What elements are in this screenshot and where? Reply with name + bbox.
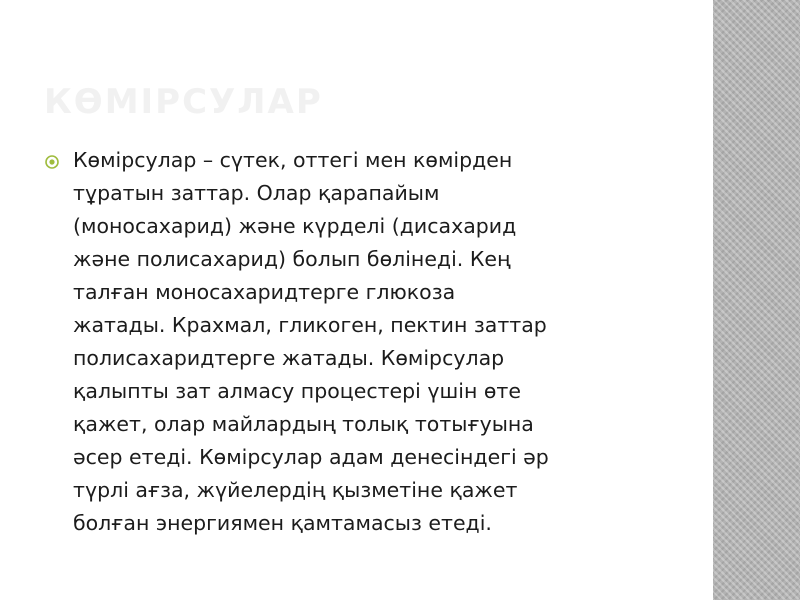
bullet-text: Көмірсулар – сүтек, оттегі мен көмірден тұратын заттар. Олар қарапайым (моносахарид) және күрделі (дисахарид және полисахарид) болып бөлінеді. Кең талған моносахаридтерге глюкоза жатады. Крахмал, гликоген, пектин заттар полисахаридтерге жатады. Көмірсулар қалыпты зат алмасу процестері үшін өте қажет, олар майлардың толық тотығуына әсер етеді. Көмірсулар адам денесіндегі әр түрлі ағза, жүйелердің қызметіне қажет болған энергиямен қамтамасыз етеді. [73,148,549,535]
bullet-item [44,144,669,540]
decorative-side-strip [713,0,800,600]
circle-bullet-icon [44,154,60,170]
slide-title: КӨМІРСУЛАР [44,82,323,122]
